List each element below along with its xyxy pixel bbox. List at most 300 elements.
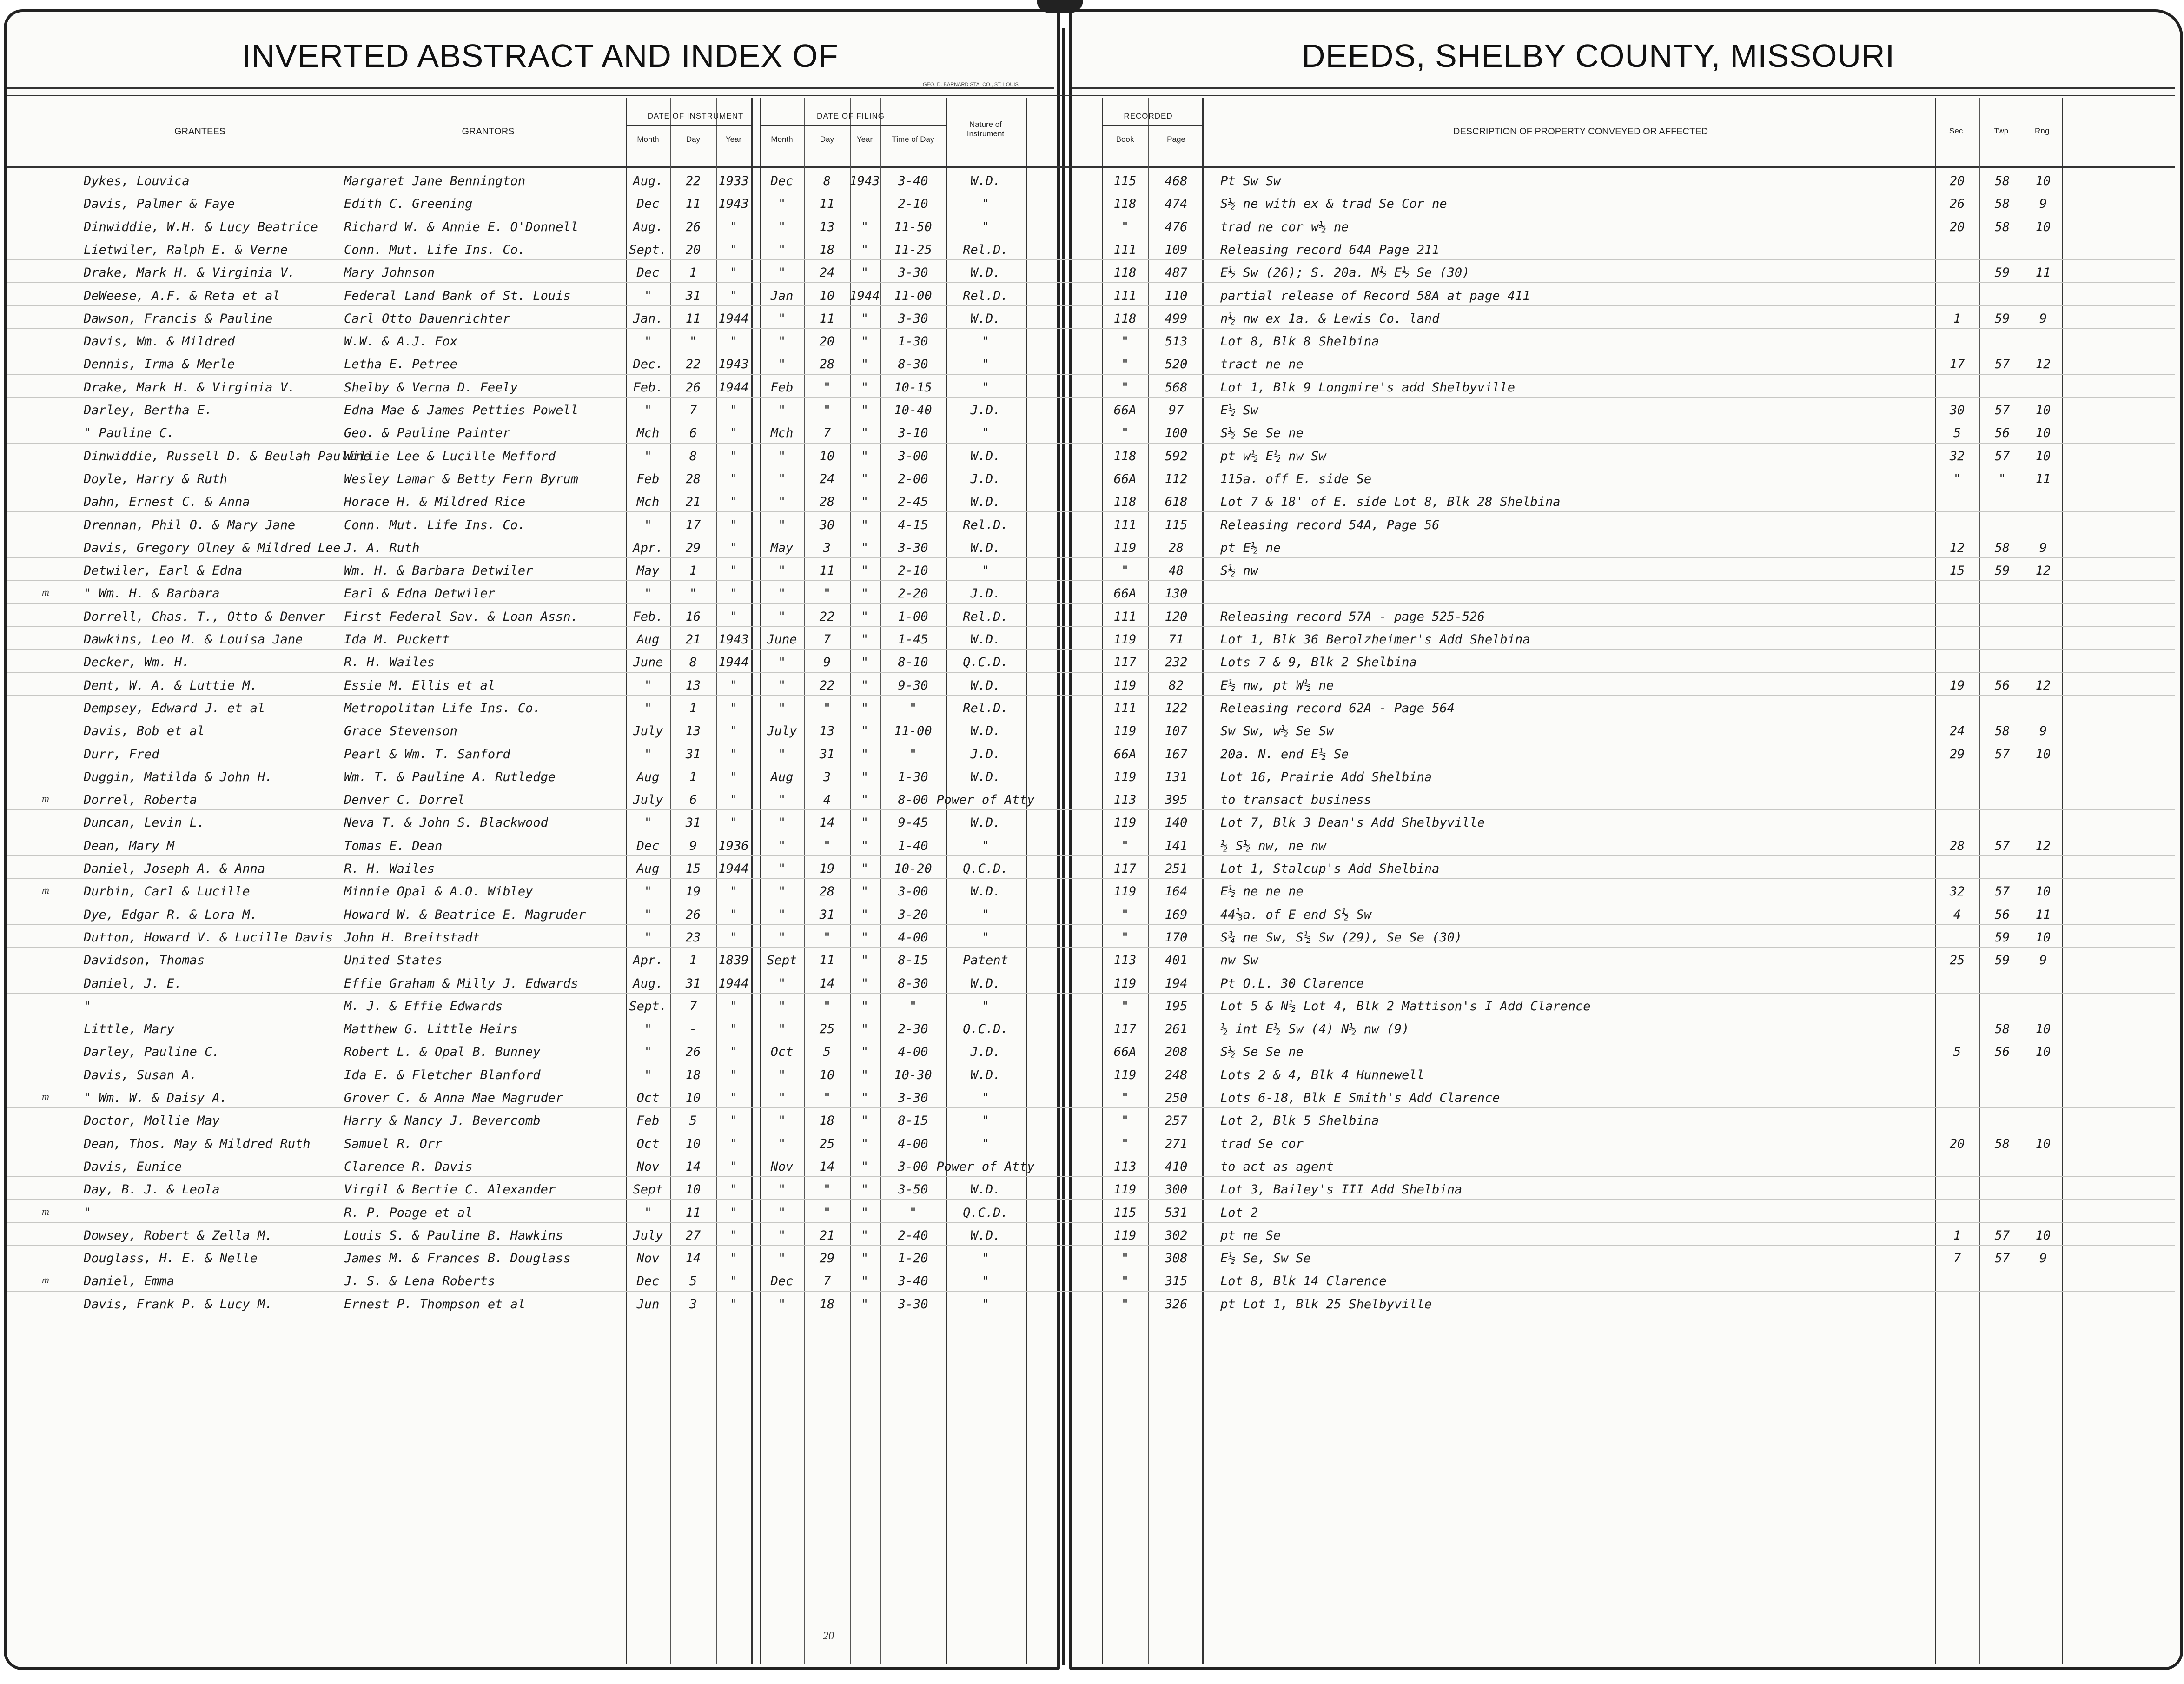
ledger-row <box>0 214 2184 237</box>
description-cell: Lot 16, Prairie Add Shelbina <box>1220 769 1432 784</box>
ledger-row <box>0 742 2184 764</box>
filing-month-cell: Dec <box>770 1274 794 1289</box>
instrument-day-cell: 21 <box>685 632 701 647</box>
instrument-year-cell: " <box>729 724 738 739</box>
filing-day-cell: 24 <box>819 471 835 486</box>
filing-time-cell: 10-30 <box>894 1067 932 1082</box>
instrument-year-cell: " <box>729 930 738 945</box>
page-cell: 169 <box>1165 907 1188 922</box>
filing-month-cell: " <box>778 1067 786 1082</box>
page-cell: 487 <box>1165 265 1188 280</box>
filing-time-cell: 4-00 <box>898 930 928 945</box>
filing-year-cell: " <box>860 907 869 922</box>
instrument-day-cell: 16 <box>685 609 701 624</box>
twp-cell: 58 <box>1994 724 2010 739</box>
grantee-cell: Davis, Wm. & Mildred <box>84 334 235 349</box>
instrument-year-cell: " <box>729 678 738 693</box>
book-cell: 117 <box>1113 862 1137 876</box>
instrument-month-cell: Dec. <box>633 357 663 372</box>
page-cell: 308 <box>1165 1251 1188 1266</box>
book-cell: 118 <box>1113 311 1137 326</box>
book-cell: 118 <box>1113 265 1137 280</box>
grantor-cell: Edna Mae & James Petties Powell <box>344 403 578 418</box>
filing-time-cell: 11-50 <box>894 219 932 234</box>
filing-day-cell: 7 <box>823 632 831 647</box>
filing-year-cell: " <box>860 426 869 441</box>
filing-time-cell: 10-20 <box>894 862 932 876</box>
filing-day-cell: 10 <box>819 288 835 303</box>
instrument-year-cell: " <box>729 1251 738 1266</box>
grantor-cell: Howard W. & Beatrice E. Magruder <box>344 907 586 922</box>
page-cell: 476 <box>1165 219 1188 234</box>
grantor-cell: Louis S. & Pauline B. Hawkins <box>344 1228 563 1243</box>
sec-cell: 28 <box>1949 838 1965 853</box>
instrument-nature-cell: J.D. <box>970 747 1001 762</box>
page-cell: 499 <box>1165 311 1188 326</box>
group-header-rule <box>626 125 751 126</box>
filing-time-cell: 3-30 <box>898 1297 928 1312</box>
instrument-nature-cell: Q.C.D. <box>963 1022 1008 1037</box>
page-cell: 250 <box>1165 1091 1188 1105</box>
filing-time-cell: 1-20 <box>898 1251 928 1266</box>
filing-month-cell: May <box>770 540 794 555</box>
filing-month-cell: " <box>778 678 786 693</box>
instrument-nature-cell: " <box>981 1297 990 1312</box>
grantee-cell: Durr, Fred <box>84 747 159 762</box>
filing-month-cell: " <box>778 1091 786 1105</box>
filing-year-cell: " <box>860 1045 869 1060</box>
filing-day-cell: 31 <box>819 747 835 762</box>
ledger-row <box>0 673 2184 696</box>
filing-year-cell: " <box>860 1114 869 1128</box>
page-cell: 326 <box>1165 1297 1188 1312</box>
description-cell: pt ne Se <box>1220 1228 1281 1243</box>
book-cell: 111 <box>1113 242 1137 257</box>
instrument-year-cell: " <box>729 564 738 578</box>
page-cell: 520 <box>1165 357 1188 372</box>
filing-year-cell: " <box>860 747 869 762</box>
description-cell: Releasing record 54A, Page 56 <box>1220 517 1440 532</box>
instrument-month-cell: Aug. <box>633 174 663 188</box>
filing-time-cell: 3-00 <box>898 884 928 899</box>
instrument-nature-cell: " <box>981 1114 990 1128</box>
col-sec: Sec. <box>1949 126 1966 135</box>
book-cell: 66A <box>1113 403 1137 418</box>
page-cell: 261 <box>1165 1022 1188 1037</box>
sec-cell: 12 <box>1949 540 1965 555</box>
instrument-year-cell: 1943 <box>718 632 749 647</box>
description-cell: Lot 1, Blk 36 Berolzheimer's Add Shelbina <box>1220 632 1530 647</box>
instrument-nature-cell: J.D. <box>970 586 1001 601</box>
col-page: Page <box>1167 135 1185 144</box>
instrument-day-cell: 14 <box>685 1251 701 1266</box>
instrument-nature-cell: " <box>981 838 990 853</box>
filing-year-cell: " <box>860 403 869 418</box>
instrument-year-cell: " <box>729 219 738 234</box>
instrument-month-cell: " <box>644 1205 652 1220</box>
filing-year-cell: " <box>860 609 869 624</box>
filing-day-cell: 22 <box>819 609 835 624</box>
filing-year-cell: " <box>860 1067 869 1082</box>
description-cell: Lot 1, Stalcup's Add Shelbina <box>1220 862 1440 876</box>
instrument-day-cell: 11 <box>685 197 701 212</box>
col-date-of-filing: DATE OF FILING <box>817 112 885 120</box>
ledger-row <box>0 1085 2184 1108</box>
instrument-year-cell: " <box>729 288 738 303</box>
instrument-nature-cell: W.D. <box>970 265 1001 280</box>
grantee-cell: Detwiler, Earl & Edna <box>84 564 243 578</box>
twp-cell: 57 <box>1994 838 2010 853</box>
ledger-row <box>0 283 2184 306</box>
ledger-row <box>0 535 2184 558</box>
margin-mark: m <box>42 1274 49 1286</box>
filing-month-cell: " <box>778 564 786 578</box>
description-cell: nw Sw <box>1220 953 1258 968</box>
page-cell: 315 <box>1165 1274 1188 1289</box>
filing-month-cell: " <box>778 655 786 670</box>
book-cell: 117 <box>1113 1022 1137 1037</box>
filing-month-cell: June <box>767 632 797 647</box>
page-cell: 122 <box>1165 701 1188 716</box>
book-cell: 111 <box>1113 288 1137 303</box>
ledger-row <box>0 306 2184 329</box>
filing-time-cell: 10-40 <box>894 403 932 418</box>
instrument-month-cell: Sept <box>633 1182 663 1197</box>
instrument-month-cell: Aug <box>636 862 660 876</box>
grantor-cell: Clarence R. Davis <box>344 1159 473 1174</box>
instrument-month-cell: July <box>633 724 663 739</box>
filing-year-cell: " <box>860 793 869 808</box>
filing-day-cell: " <box>823 380 831 395</box>
filing-time-cell: 4-00 <box>898 1045 928 1060</box>
instrument-nature-cell: W.D. <box>970 678 1001 693</box>
page-cell: 115 <box>1165 517 1188 532</box>
grantor-cell: Metropolitan Life Ins. Co. <box>344 701 541 716</box>
col-rng: Rng. <box>2035 126 2052 135</box>
header-rule-left <box>7 87 1054 89</box>
filing-time-cell: 11-25 <box>894 242 932 257</box>
grantor-cell: Wesley Lamar & Betty Fern Byrum <box>344 471 578 486</box>
twp-cell: 59 <box>1994 953 2010 968</box>
rng-cell: 9 <box>2039 724 2047 739</box>
twp-cell: 56 <box>1994 1045 2010 1060</box>
instrument-year-cell: " <box>729 1205 738 1220</box>
filing-month-cell: " <box>778 976 786 991</box>
ledger-row <box>0 1154 2184 1177</box>
grantee-cell: Lietwiler, Ralph E. & Verne <box>84 242 288 257</box>
filing-day-cell: " <box>823 586 831 601</box>
page-cell: 208 <box>1165 1045 1188 1060</box>
filing-day-cell: 14 <box>819 976 835 991</box>
book-cell: 119 <box>1113 1067 1137 1082</box>
instrument-year-cell: 1943 <box>718 197 749 212</box>
filing-time-cell: 2-40 <box>898 1228 928 1243</box>
filing-day-cell: 29 <box>819 1251 835 1266</box>
filing-time-cell: 3-30 <box>898 540 928 555</box>
filing-year-cell: 1944 <box>849 288 880 303</box>
instrument-nature-cell: W.D. <box>970 1228 1001 1243</box>
filing-day-cell: 10 <box>819 449 835 464</box>
page-cell: 257 <box>1165 1114 1188 1128</box>
filing-time-cell: 8-30 <box>898 357 928 372</box>
grantee-cell: Davis, Frank P. & Lucy M. <box>84 1297 273 1312</box>
rng-cell: 12 <box>2035 838 2051 853</box>
group-header-rule <box>1102 125 1202 126</box>
rng-cell: 10 <box>2035 426 2051 441</box>
instrument-year-cell: " <box>729 1136 738 1151</box>
ledger-row <box>0 879 2184 902</box>
filing-time-cell: 8-30 <box>898 976 928 991</box>
book-cell: 66A <box>1113 471 1137 486</box>
filing-year-cell: " <box>860 586 869 601</box>
grantee-cell: Dennis, Irma & Merle <box>84 357 235 372</box>
instrument-month-cell: " <box>644 678 652 693</box>
instrument-month-cell: Mch <box>636 495 660 510</box>
rng-cell: 10 <box>2035 449 2051 464</box>
description-cell: S½ Se Se ne <box>1220 426 1304 441</box>
instrument-day-cell: 1 <box>689 769 697 784</box>
filing-month-cell: " <box>778 609 786 624</box>
filing-day-cell: 24 <box>819 265 835 280</box>
book-cell: " <box>1121 907 1129 922</box>
sec-cell: " <box>1953 471 1961 486</box>
page-cell: 100 <box>1165 426 1188 441</box>
instrument-day-cell: 13 <box>685 678 701 693</box>
instrument-day-cell: 26 <box>685 219 701 234</box>
instrument-nature-cell: J.D. <box>970 1045 1001 1060</box>
filing-month-cell: " <box>778 1297 786 1312</box>
instrument-year-cell: 1944 <box>718 655 749 670</box>
page-cell: 194 <box>1165 976 1188 991</box>
book-cell: 113 <box>1113 1159 1137 1174</box>
description-cell: Lots 7 & 9, Blk 2 Shelbina <box>1220 655 1417 670</box>
instrument-day-cell: 31 <box>685 747 701 762</box>
grantee-cell: Little, Mary <box>84 1022 175 1037</box>
rng-cell: 10 <box>2035 747 2051 762</box>
grantee-cell: Drake, Mark H. & Virginia V. <box>84 265 296 280</box>
grantor-cell: Denver C. Dorrel <box>344 793 465 808</box>
instrument-day-cell: 20 <box>685 242 701 257</box>
description-cell: pt E½ ne <box>1220 540 1281 555</box>
rng-cell: 11 <box>2035 907 2051 922</box>
instrument-month-cell: " <box>644 334 652 349</box>
description-cell: pt Lot 1, Blk 25 Shelbyville <box>1220 1297 1432 1312</box>
filing-time-cell: " <box>909 999 917 1014</box>
page-cell: 474 <box>1165 197 1188 212</box>
instrument-year-cell: " <box>729 907 738 922</box>
instrument-nature-cell: " <box>981 1091 990 1105</box>
filing-year-cell: " <box>860 1251 869 1266</box>
filing-month-cell: " <box>778 242 786 257</box>
filing-day-cell: 14 <box>819 1159 835 1174</box>
instrument-year-cell: 1944 <box>718 976 749 991</box>
filing-day-cell: 22 <box>819 678 835 693</box>
instrument-nature-cell: " <box>981 1251 990 1266</box>
grantee-cell: Dean, Mary M <box>84 838 175 853</box>
filing-month-cell: " <box>778 357 786 372</box>
instrument-nature-cell: Q.C.D. <box>963 1205 1008 1220</box>
grantor-cell: Geo. & Pauline Painter <box>344 426 510 441</box>
description-cell: Lot 1, Blk 9 Longmire's add Shelbyville <box>1220 380 1515 395</box>
twp-cell: 56 <box>1994 678 2010 693</box>
instrument-nature-cell: W.D. <box>970 632 1001 647</box>
ledger-row <box>0 1292 2184 1314</box>
description-cell: partial release of Record 58A at page 411 <box>1220 288 1530 303</box>
filing-year-cell: " <box>860 953 869 968</box>
book-cell: " <box>1121 219 1129 234</box>
filing-day-cell: " <box>823 930 831 945</box>
filing-time-cell: 3-50 <box>898 1182 928 1197</box>
grantee-cell: Dorrell, Chas. T., Otto & Denver <box>84 609 326 624</box>
grantor-cell: Matthew G. Little Heirs <box>344 1022 518 1037</box>
filing-year-cell: " <box>860 495 869 510</box>
instrument-day-cell: 18 <box>685 1067 701 1082</box>
filing-month-cell: " <box>778 815 786 830</box>
filing-time-cell: 2-00 <box>898 471 928 486</box>
instrument-month-cell: Aug. <box>633 219 663 234</box>
col-filing-day: Day <box>820 135 834 144</box>
ledger-row <box>0 444 2184 466</box>
instrument-year-cell: 1943 <box>718 357 749 372</box>
book-cell: 111 <box>1113 609 1137 624</box>
book-cell: " <box>1121 1114 1129 1128</box>
sec-cell: 15 <box>1949 564 1965 578</box>
filing-day-cell: 11 <box>819 953 835 968</box>
grantee-cell: Doctor, Mollie May <box>84 1114 220 1128</box>
filing-day-cell: 3 <box>823 769 831 784</box>
filing-year-cell: " <box>860 357 869 372</box>
filing-day-cell: 30 <box>819 517 835 532</box>
sec-cell: 1 <box>1953 1228 1961 1243</box>
instrument-day-cell: 14 <box>685 1159 701 1174</box>
description-cell: ½ int E½ Sw (4) N½ nw (9) <box>1220 1022 1410 1037</box>
instrument-day-cell: 8 <box>689 449 697 464</box>
description-cell: pt w½ E½ nw Sw <box>1220 449 1326 464</box>
grantor-cell: Edith C. Greening <box>344 197 473 212</box>
filing-time-cell: 3-20 <box>898 907 928 922</box>
ledger-row <box>0 558 2184 581</box>
grantor-cell: Pearl & Wm. T. Sanford <box>344 747 510 762</box>
grantor-cell: Virgil & Bertie C. Alexander <box>344 1182 556 1197</box>
ledger-row <box>0 1039 2184 1062</box>
instrument-month-cell: Dec <box>636 265 660 280</box>
grantee-cell: " Wm. W. & Daisy A. <box>84 1091 227 1105</box>
instrument-nature-cell: " <box>981 334 990 349</box>
instrument-month-cell: Apr. <box>633 953 663 968</box>
grantor-cell: Minnie Opal & A.O. Wibley <box>344 884 533 899</box>
filing-month-cell: " <box>778 1205 786 1220</box>
grantee-cell: Dykes, Louvica <box>84 174 190 188</box>
filing-year-cell: " <box>860 1022 869 1037</box>
twp-cell: 59 <box>1994 265 2010 280</box>
sec-cell: 1 <box>1953 311 1961 326</box>
instrument-day-cell: 15 <box>685 862 701 876</box>
filing-year-cell: " <box>860 1159 869 1174</box>
description-cell: 44⅓a. of E end S½ Sw <box>1220 907 1372 922</box>
instrument-month-cell: " <box>644 1022 652 1037</box>
grantor-cell: Grace Stevenson <box>344 724 457 739</box>
grantee-cell: Davis, Gregory Olney & Mildred Lee <box>84 540 341 555</box>
description-cell: Lot 8, Blk 8 Shelbina <box>1220 334 1379 349</box>
filing-year-cell: " <box>860 380 869 395</box>
description-cell: Pt Sw Sw <box>1220 174 1281 188</box>
instrument-day-cell: 26 <box>685 907 701 922</box>
instrument-nature-cell: Power of Atty <box>936 1159 1035 1174</box>
ledger-row <box>0 948 2184 970</box>
book-cell: 119 <box>1113 976 1137 991</box>
grantee-cell: Doyle, Harry & Ruth <box>84 471 227 486</box>
instrument-month-cell: " <box>644 517 652 532</box>
rng-cell: 11 <box>2035 471 2051 486</box>
filing-time-cell: " <box>909 747 917 762</box>
instrument-year-cell: 1944 <box>718 862 749 876</box>
filing-time-cell: 2-30 <box>898 1022 928 1037</box>
sec-cell: 32 <box>1949 449 1965 464</box>
ledger-row <box>0 1177 2184 1200</box>
filing-time-cell: 4-15 <box>898 517 928 532</box>
filing-year-cell: " <box>860 724 869 739</box>
grantee-cell: Dawkins, Leo M. & Louisa Jane <box>84 632 303 647</box>
instrument-day-cell: 17 <box>685 517 701 532</box>
instrument-nature-cell: W.D. <box>970 724 1001 739</box>
instrument-year-cell: " <box>729 265 738 280</box>
ledger-row <box>0 581 2184 603</box>
filing-year-cell: " <box>860 1297 869 1312</box>
instrument-year-cell: " <box>729 747 738 762</box>
rng-cell: 9 <box>2039 311 2047 326</box>
instrument-nature-cell: " <box>981 564 990 578</box>
sec-cell: 29 <box>1949 747 1965 762</box>
twp-cell: 56 <box>1994 907 2010 922</box>
filing-time-cell: 1-40 <box>898 838 928 853</box>
filing-time-cell: 3-00 <box>898 449 928 464</box>
grantor-cell: Conn. Mut. Life Ins. Co. <box>344 242 526 257</box>
instrument-nature-cell: " <box>981 357 990 372</box>
instrument-year-cell: " <box>729 701 738 716</box>
filing-month-cell: " <box>778 930 786 945</box>
ledger-row <box>0 650 2184 672</box>
filing-month-cell: Nov <box>770 1159 794 1174</box>
page-cell: 71 <box>1168 632 1184 647</box>
description-cell: E½ nw, pt W½ ne <box>1220 678 1334 693</box>
filing-year-cell: " <box>860 265 869 280</box>
instrument-nature-cell: " <box>981 930 990 945</box>
instrument-nature-cell: W.D. <box>970 815 1001 830</box>
ledger-row <box>0 512 2184 535</box>
col-inst-year: Year <box>725 135 742 144</box>
filing-month-cell: " <box>778 1251 786 1266</box>
instrument-day-cell: 26 <box>685 1045 701 1060</box>
sec-cell: 26 <box>1949 197 1965 212</box>
filing-month-cell: " <box>778 219 786 234</box>
book-cell: 66A <box>1113 586 1137 601</box>
filing-month-cell: " <box>778 701 786 716</box>
instrument-nature-cell: Rel.D. <box>963 242 1008 257</box>
filing-year-cell: " <box>860 242 869 257</box>
filing-month-cell: " <box>778 197 786 212</box>
col-grantors: GRANTORS <box>462 126 515 137</box>
filing-day-cell: 14 <box>819 815 835 830</box>
grantor-cell: Samuel R. Orr <box>344 1136 443 1151</box>
twp-cell: 57 <box>1994 403 2010 418</box>
filing-time-cell: 3-40 <box>898 1274 928 1289</box>
description-cell: to transact business <box>1220 793 1372 808</box>
filing-day-cell: 10 <box>819 1067 835 1082</box>
instrument-month-cell: " <box>644 701 652 716</box>
column-header-rule <box>7 166 2175 168</box>
instrument-year-cell: " <box>729 609 738 624</box>
instrument-month-cell: Feb <box>636 1114 660 1128</box>
